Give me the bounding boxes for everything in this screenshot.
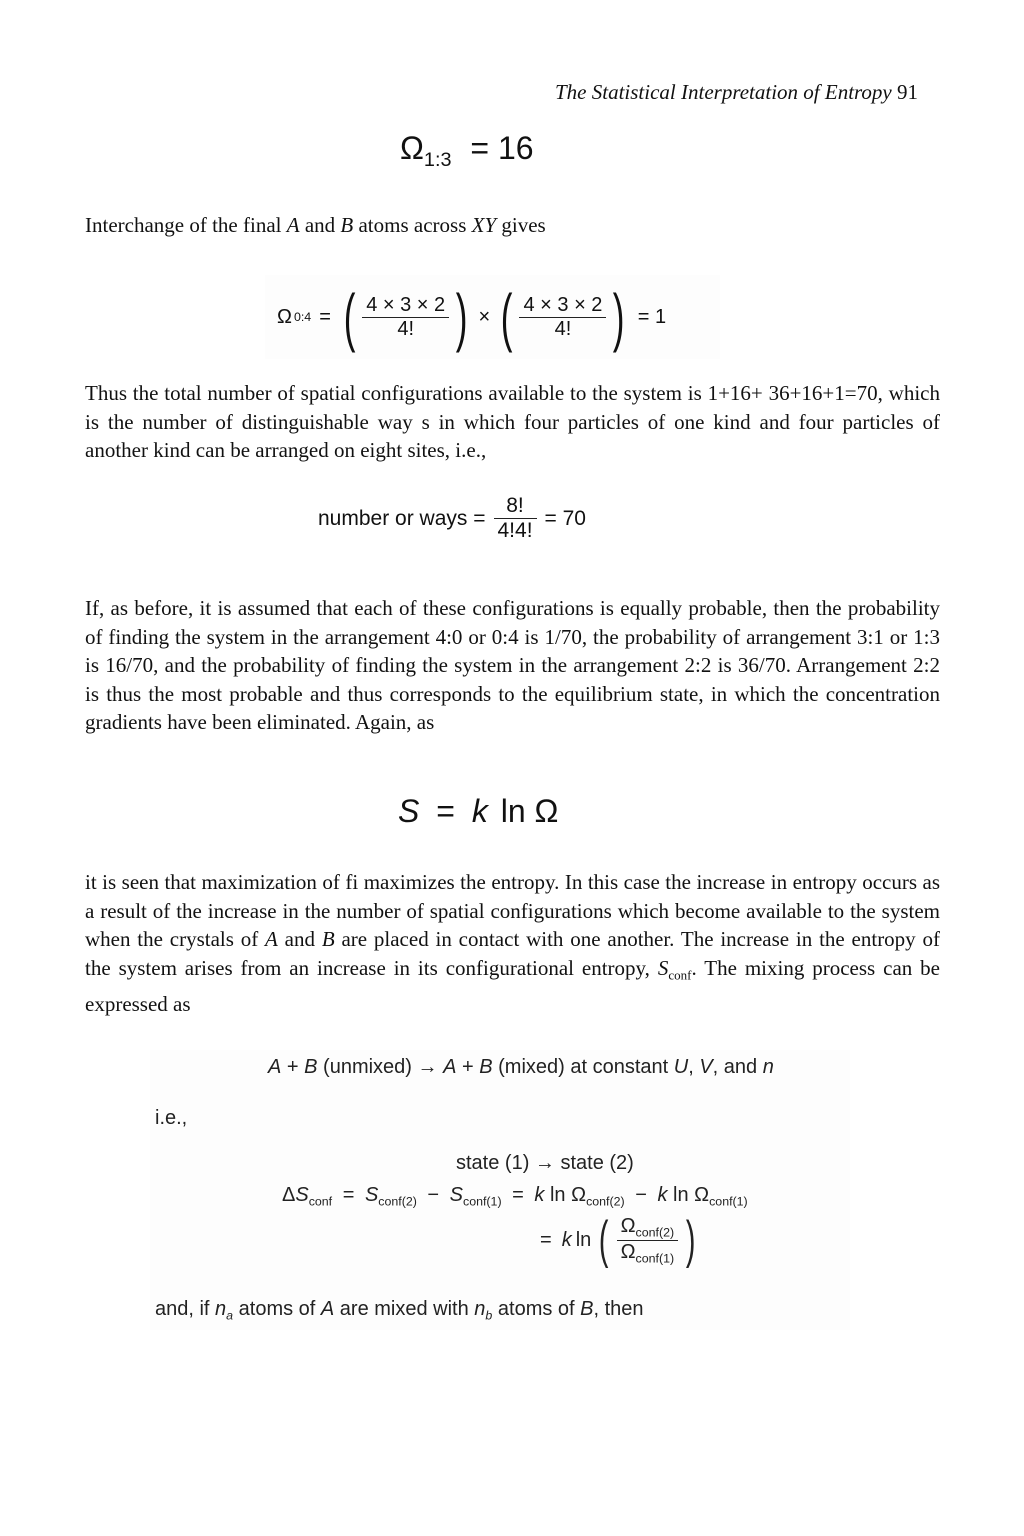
right-paren-2: ) <box>613 281 625 353</box>
page-number: 91 <box>897 80 918 104</box>
equation-omega-0-4: Ω 0:4 = ( $\frac{4 \times 3 \times 2}{4!}$ ) × ( $\frac{4 \times 3 \times 2}{4!}$ ) = 1 <box>265 275 720 359</box>
paragraph-total-configurations: Thus the total number of spatial configurations available to the system is 1+16+ 36+16+1=70, which is the number of distinguishable way s in which four particles of one kind and four particles of another kind can be arranged on eight sites, i.e., <box>85 381 940 462</box>
fraction-ways: $\frac{8!}{4!4!}$ <box>494 494 537 543</box>
paragraph-interchange: Interchange of the final A and B atoms across XY gives <box>85 213 546 237</box>
left-paren: ( <box>343 281 356 353</box>
ie-label: i.e., <box>155 1107 188 1129</box>
header-title: The Statistical Interpretation of Entropy <box>555 80 892 104</box>
ratio-equation: = k ln ( $\frac{\Omega_{conf(2)}}{\Omega_{conf(1)}}$ ) <box>540 1211 696 1269</box>
paragraph-probability: If, as before, it is assumed that each of these configurations is equally probable, then the probability of finding the system in the arrangement 4:0 or 0:4 is 1/70, the probability of arrangement 3:1 or 1:3 is 16/70, and the probability of finding the system in the arrangement 2:2 is 36/70. Arrangement 2:2 is thus the most probable and thus corresponds to the equilibrium state, in which the concentration gradients have been eliminated. Again, as <box>85 596 940 734</box>
equation-number-of-ways: number or ways = $\frac{8!}{4!4!}$ = 70 <box>318 494 586 543</box>
equation-omega-1-3: $\Omega_{1:3} = 16$ <box>400 130 534 171</box>
right-paren: ) <box>455 281 468 353</box>
state-transition: state (1) → state (2) <box>456 1152 634 1174</box>
ratio-fraction: $\frac{\Omega_{conf(2)}}{\Omega_{conf(1)}}$ <box>617 1215 679 1265</box>
ratio-left-paren: ( <box>599 1211 609 1269</box>
paragraph-maximization: it is seen that maximization of fi maximizes the entropy. In this case the increase in entropy occurs as a result of the increase in the number of spatial configurations which become available to the system when the crystals of A and B are placed in contact with one another. The increase in the entropy of the system arises from an increase in its configurational entropy, $S_{conf}$. The mixing process can be expressed as <box>85 870 941 1016</box>
left-paren-2: ( <box>500 281 513 353</box>
fraction-2: $\frac{4 \times 3 \times 2}{4!}$ <box>519 294 606 341</box>
mixing-atoms-line: and, if $n_a$ atoms of A are mixed with $n_b$ atoms of B, then <box>155 1298 644 1323</box>
running-header <box>555 80 918 105</box>
fraction-1: $\frac{4 \times 3 \times 2}{4!}$ <box>362 294 449 341</box>
mixing-equation-block <box>150 1050 850 1330</box>
equation-entropy: S = k ln Ω <box>398 793 559 829</box>
mixing-process-line: A + B (unmixed) → A + B (mixed) at constant U, V, and n <box>268 1056 774 1078</box>
ratio-right-paren: ) <box>686 1211 696 1269</box>
delta-s-conf-equation: $\Delta S_{conf} = S_{conf(2)} - S_{conf(1)} = k$ $\ln \Omega_{conf(2)} - k$ $\ln \Omega_{conf(1)}$ <box>282 1184 748 1209</box>
